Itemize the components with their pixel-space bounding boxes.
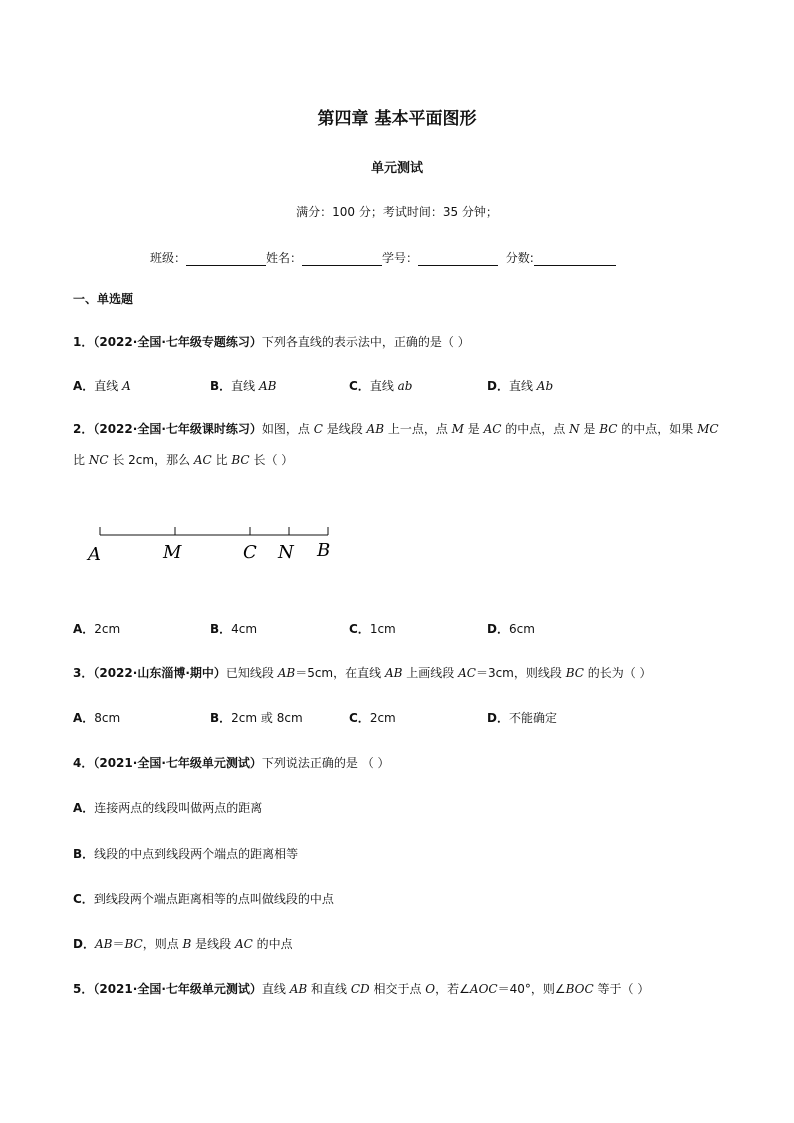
score-blank[interactable] [534, 251, 616, 266]
option-letter: A． [73, 379, 95, 393]
option-letter: D． [487, 622, 509, 636]
option-text: 2cm 或 8cm [231, 711, 303, 725]
question-number: 5． [73, 982, 94, 996]
page-subtitle: 单元测试 [370, 161, 423, 176]
option-letter: B． [73, 847, 95, 861]
option-text: 不能确定 [508, 711, 557, 725]
option-text: 1cm [369, 622, 396, 636]
q4-option-a[interactable] [73, 799, 262, 816]
stem-text: 的长为（ ） [583, 666, 652, 680]
q3-option-b[interactable] [210, 709, 303, 726]
stem-text: 比 [211, 453, 232, 467]
question-source: （2021·全国·七年级单元测试） [93, 982, 262, 996]
stem-text: 长（ ） [249, 453, 294, 467]
stem-math: BC [565, 666, 584, 680]
stem-math: AB [289, 982, 308, 996]
stem-text: 是 [579, 422, 600, 436]
q3-option-c[interactable] [349, 709, 396, 726]
option-text: 2cm [369, 711, 396, 725]
stem-math: AC [458, 666, 476, 680]
stem-math: AOC [469, 982, 498, 996]
option-letter: D． [487, 379, 509, 393]
number-blank[interactable] [418, 251, 498, 266]
stem-text: 如图，点 [261, 422, 314, 436]
option-math: AC [235, 937, 253, 951]
q4-option-c[interactable] [73, 890, 334, 907]
class-label: 班级： [150, 251, 187, 265]
label-b: B [317, 540, 331, 561]
option-text: 连接两点的线段叫做两点的距离 [94, 801, 263, 815]
option-letter: C． [73, 892, 94, 906]
stem-text: ＝5cm，在直线 [295, 666, 385, 680]
q3-option-d[interactable] [487, 709, 557, 726]
option-text: 2cm [94, 622, 121, 636]
option-letter: D． [487, 711, 509, 725]
stem-math: BC [231, 453, 250, 467]
option-text: ＝ [112, 937, 125, 951]
option-text: 直线 [94, 379, 123, 393]
stem-text: 和直线 [307, 982, 351, 996]
stem-math: CD [350, 982, 370, 996]
stem-text: 等于（ ） [593, 982, 650, 996]
option-math: AB [258, 379, 277, 393]
option-text: 线段的中点到线段两个端点的距离相等 [94, 847, 299, 861]
option-text: 到线段两个端点距离相等的点叫做线段的中点 [93, 892, 334, 906]
question-number: 1． [73, 335, 94, 349]
name-label: 姓名： [266, 251, 303, 265]
stem-text: 上一点，点 [384, 422, 452, 436]
stem-text: 是 [463, 422, 484, 436]
option-letter: C． [349, 711, 370, 725]
stem-math: MC [697, 422, 719, 436]
question-number: 2． [73, 422, 94, 436]
option-text: 4cm [231, 622, 258, 636]
option-letter: D． [73, 937, 95, 951]
question-2 [73, 414, 723, 476]
option-letter: C． [349, 379, 370, 393]
option-math: Ab [536, 379, 554, 393]
q1-option-d[interactable] [487, 377, 553, 394]
option-text: ，则点 [142, 937, 183, 951]
stem-math: O [425, 982, 436, 996]
question-source: （2021·全国·七年级单元测试） [93, 756, 262, 770]
number-label: 学号： [382, 251, 419, 265]
option-math: BC [124, 937, 143, 951]
option-text: 直线 [369, 379, 398, 393]
question-4 [73, 754, 390, 771]
option-math: B [182, 937, 192, 951]
q4-option-b[interactable] [73, 845, 298, 862]
stem-math: AB [366, 422, 385, 436]
stem-text: 比 [73, 453, 89, 467]
option-letter: C． [349, 622, 370, 636]
question-source: （2022·全国·七年级专题练习） [93, 335, 262, 349]
option-math: ab [397, 379, 413, 393]
stem-text: 直线 [261, 982, 290, 996]
stem-text: ，若∠ [435, 982, 470, 996]
student-info-fields [150, 249, 616, 266]
question-stem: 下列说法正确的是 （ ） [261, 756, 390, 770]
option-letter: A． [73, 711, 95, 725]
option-letter: B． [210, 711, 232, 725]
option-text: 6cm [508, 622, 535, 636]
stem-math: BOC [565, 982, 594, 996]
stem-math: BC [599, 422, 618, 436]
q2-option-c[interactable] [349, 620, 396, 637]
stem-text: 长 2cm，那么 [108, 453, 194, 467]
q3-option-a[interactable] [73, 709, 120, 726]
q2-option-d[interactable] [487, 620, 535, 637]
stem-text: 上画线段 [402, 666, 459, 680]
q2-option-b[interactable] [210, 620, 257, 637]
name-blank[interactable] [302, 251, 382, 266]
option-text: 8cm [94, 711, 121, 725]
stem-math: N [569, 422, 580, 436]
q2-option-a[interactable] [73, 620, 120, 637]
label-a: A [88, 544, 101, 565]
stem-math: M [451, 422, 464, 436]
stem-math: C [313, 422, 323, 436]
segment-figure [80, 515, 350, 570]
option-text: 直线 [508, 379, 537, 393]
stem-math: AC [193, 453, 212, 467]
question-5 [73, 980, 649, 997]
option-text: 直线 [231, 379, 259, 393]
option-math: A [122, 379, 131, 393]
question-3 [73, 664, 652, 681]
stem-math: AB [384, 666, 403, 680]
stem-math: NC [88, 453, 109, 467]
stem-text: 已知线段 [225, 666, 278, 680]
label-c: C [243, 542, 257, 563]
question-source: （2022·全国·七年级课时练习） [93, 422, 262, 436]
score-label: 分数: [505, 251, 534, 265]
option-letter: A． [73, 622, 95, 636]
stem-text: ＝3cm，则线段 [475, 666, 566, 680]
stem-text: 的中点，点 [501, 422, 570, 436]
stem-text: 的中点，如果 [617, 422, 698, 436]
label-n: N [278, 542, 294, 563]
option-text: 是线段 [191, 937, 235, 951]
class-blank[interactable] [186, 251, 266, 266]
question-source: （2022·山东淄博·期中） [93, 666, 226, 680]
section-heading: 一、单选题 [73, 292, 134, 306]
exam-info: 满分：100 分；考试时间：35 分钟； [296, 205, 498, 219]
q1-option-c[interactable] [349, 377, 412, 394]
stem-text: 相交于点 [369, 982, 426, 996]
page-title: 第四章 基本平面图形 [317, 109, 477, 129]
stem-text: 是线段 [322, 422, 367, 436]
question-stem: 下列各直线的表示法中，正确的是（ ） [261, 335, 470, 349]
label-m: M [163, 542, 182, 563]
stem-math: AB [277, 666, 296, 680]
question-1 [73, 333, 470, 350]
option-math: AB [94, 937, 113, 951]
q1-option-a[interactable] [73, 377, 131, 394]
option-letter: B． [210, 622, 232, 636]
option-letter: B． [210, 379, 232, 393]
option-letter: A． [73, 801, 95, 815]
question-number: 3． [73, 666, 94, 680]
q1-option-b[interactable] [210, 377, 276, 394]
stem-text: ＝40°，则∠ [497, 982, 566, 996]
stem-math: AC [483, 422, 502, 436]
option-text: 的中点 [252, 937, 293, 951]
question-number: 4． [73, 756, 94, 770]
q4-option-d[interactable] [73, 935, 293, 952]
